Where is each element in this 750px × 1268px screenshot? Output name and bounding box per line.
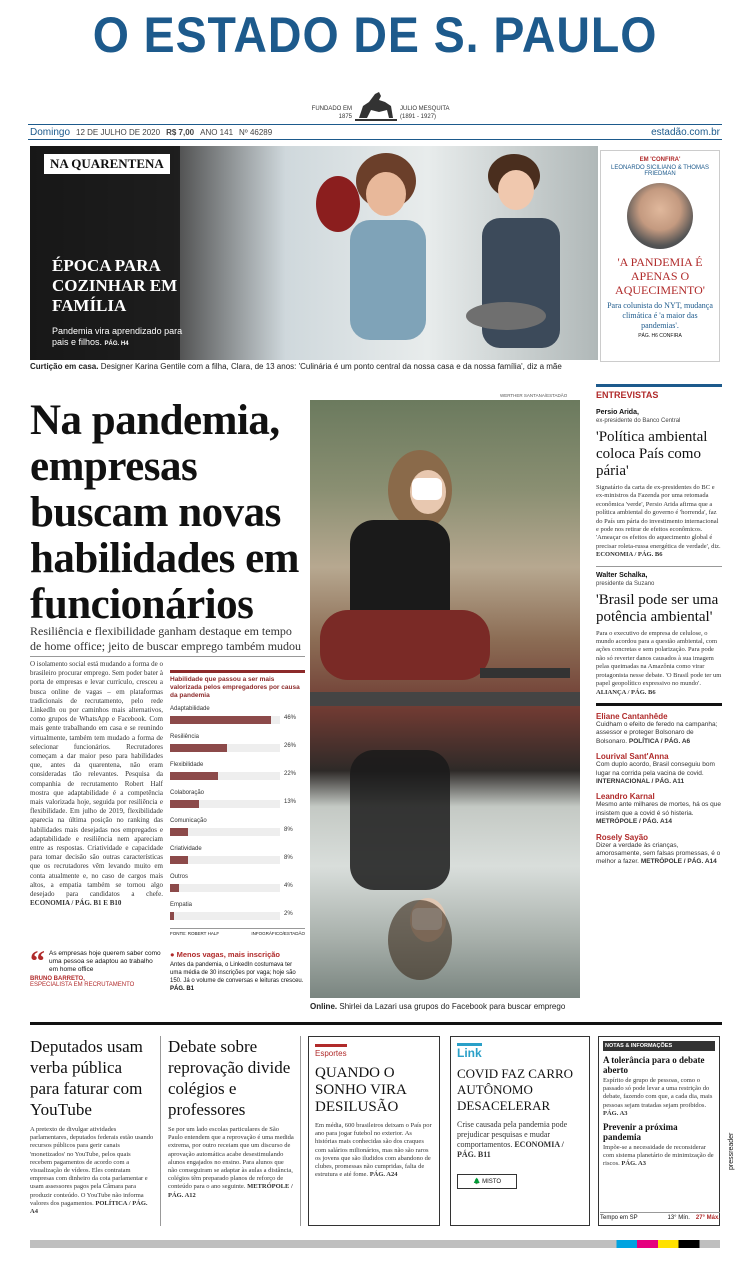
hero-caption: Curtição em casa. Designer Karina Gentile com a filha, Clara, de 13 anos: 'Culinária é um ponto central da nossa casa e da nossa família', diz a mãe [30,362,562,371]
chart-value-label: 46% [284,715,297,721]
interview-arida[interactable]: Persio Arida, ex-presidente do Banco Central 'Política ambiental coloca País como pária' Signatário da carta de ex-presidentes do BC e ex-ministros da Fazenda por uma retomada econômica 'verde', Persio Arida afirma que a política ambiental do governo é 'horrenda', faz do País um pária do investimento internacional e pode nos retirar de efeitos econômicos. 'Ameaçar os efeitos do aquecimento global é precisar roleta-russa energética de verdade', diz. ECONOMIA / PÁG. B6 [596,409,721,559]
col-divider [300,1036,301,1226]
quote-mark-icon: “ [30,945,45,978]
columnist-portrait [627,183,693,249]
chart-category-label: Outros [170,874,189,880]
chart-bar-track [170,800,280,808]
chart-bar [170,912,174,920]
chart-value-label: 26% [284,743,297,749]
expert-quote: “ As empresas hoje querem saber como uma pessoa se adaptou ao trabalho em home office BRUNO BARRETO, ESPECIALISTA EM RECRUTAMENTO [30,945,161,988]
confira-box[interactable]: EM 'CONFIRA' LEONARDO SICILIANO & THOMAS FRIEDMAN 'A PANDEMIA É APENAS O AQUECIMENTO' Para colunista do NYT, mudança climática é 'a maior das pandemias'. PÁG. H6 CONFIRA [600,150,720,362]
note-tolerancia[interactable]: A tolerância para o debate aberto Espírito de grupo de pessoas, como o passado só pode levar a uma restrição do debate, fazendo com que, a cada dia, mais pessoas sejam tratadas sejam proibidos. PÁG. A3 [603,1055,713,1117]
chart-category-label: Comunicação [170,818,207,824]
chart-bar-row [170,706,305,732]
chart-value-label: 22% [284,771,297,777]
price: R$ 7,00 [166,127,195,137]
bullet-icon: ● [170,950,177,959]
chart-bar [170,856,188,864]
edition-year: ANO 141 [200,127,234,137]
chart-category-label: Colaboração [170,790,205,796]
chart-category-label: Resiliência [170,734,200,740]
chart-bar [170,800,199,808]
founder-info: JULIO MESQUITA (1891 - 1927) [400,106,450,120]
skills-chart [170,670,305,942]
hero-kicker: NA QUARENTENA [44,154,170,174]
chart-bar-track [170,716,280,724]
chart-bar-track [170,828,280,836]
horse-rider-logo [355,88,397,124]
brief-title: ● Menos vagas, mais inscrição [170,950,281,959]
interviews-heading: ENTREVISTAS [596,384,722,400]
chart-bar-track [170,856,280,864]
edition-number: Nº 46289 [239,127,273,137]
pressreader-mark: pressreader [728,1132,735,1170]
divider [30,656,305,657]
dateline [28,124,722,140]
chart-bar-track [170,744,280,752]
photo-credit: WERTHER SANTANA/ESTADÃO [500,393,568,398]
masthead-title: O ESTADO DE S. PAULO [92,7,658,63]
weather: Tempo em SP 13° Mín. 27° Máx. [600,1212,720,1221]
main-body: O isolamento social está mudando a forma de o brasileiro procurar emprego. Sem poder bater à porta de empresas e levar currículo, cresceu a busca online de vagas – em plataformas tradicionais de recrutamento, pelo rede LinkedIn ou por caminhos mais alternativos, como grupos de WhatsApp e Facebook. Com mais gente trabalhando em casa e se reunindo virtualmente, também tem mudado a forma de selecionar funcionários. Recrutadores começam a dar maior peso para habilidades que, antes da quarentena, não eram consideradas tão relevantes. Pesquisa da companhia de recrutamento Robert Half mostra que adaptabilidade é a competência mais valorizada hoje, seguida por resiliência e flexibilidade. Em julho de 2019, flexibilidade aparecia na última posição no ranking das habilidades mais desejadas nos empregados e adaptabilidade e resiliência nem apareciam entre as respostas. Criatividade e capacidade para tomar decisão são outras características que os recrutadores vêm levando muito em conta atualmente e, no caso de cargos mais altos, a empatia também se tornou algo desejado para candidatos a chefe. ECONOMIA / PÁG. B1 E B10 [30,660,163,908]
chart-credit: INFOGRÁFICO/ESTADÃO [251,931,305,936]
woman-laptop-illustration [310,400,580,998]
hero-people-illustration [290,146,598,360]
chart-bar-row [170,846,305,872]
columnist-karnal[interactable]: Leandro Karnal Mesmo ante milhares de mortes, há os que insistem que a covid é só histeria. METRÓPOLE / PÁG. A14 [596,792,722,826]
chart-value-label: 4% [284,883,293,889]
chart-bar-track [170,772,280,780]
chart-bar [170,884,179,892]
main-photo [310,400,580,998]
chart-bar [170,828,188,836]
date-full: 12 DE JULHO DE 2020 [76,127,161,137]
columnist-cantanhede[interactable]: Eliane Cantanhêde Cuidham o efeito de feredo na campanha; assessor e proteger Bolsonaro de Bolsonaro. POLÍTICA / PÁG. A6 [596,711,718,745]
chart-bar-track [170,884,280,892]
chart-bar-track [170,912,280,920]
chart-value-label: 13% [284,799,297,805]
tree-icon: 🌲 [472,1179,483,1185]
chart-value-label: 8% [284,855,293,861]
chart-value-label: 8% [284,827,293,833]
columnists-list [596,703,722,867]
chart-bar [170,772,218,780]
chart-bar-row [170,762,305,788]
story-reprovacao[interactable]: Debate sobre reprovação divide colégios e professores Se por um lado escolas particulares de São Paulo entendem que a reprovação é uma medida extrema, por outro receiam que um discurso de aprovação automática acabe desestimulando alunos engajados no ensino. Para alunos que não conseguiram se adaptar às aulas a distância, colégios têm preparado planos de reforço de conteúdo para o ano seguinte. METRÓPOLE / PÁG. A12 [168,1037,294,1199]
brief-box: ● Menos vagas, mais inscrição Antes da pandemia, o LinkedIn costumava ter uma média de 30 inscrições por vaga; hoje são 150. Já o volume de conversas e leituras cresceu. PÁG. B1 [170,950,304,992]
hero-title[interactable]: ÉPOCA PARA COZINHAR EM FAMÍLIA [52,256,178,315]
chart-category-label: Criatividade [170,846,202,852]
main-photo-caption: Online. Shirlei da Lazari usa grupos do Facebook para buscar emprego [310,1002,566,1011]
story-esportes[interactable]: Esportes QUANDO O SONHO VIRA DESILUSÃO Em média, 600 brasileiros deixam o País por ano para jogar futebol no exterior. As histórias mais conhecidas são dos craques com salários milionários, mas não são raros os jovens que são iludidos com abandono de clubes, promessas não cumpridas, falta de estrutura e até fome. PÁG. A24 [308,1036,440,1226]
chart-category-label: Adaptabilidade [170,706,210,712]
chart-bar-row [170,790,305,816]
hero-subtitle: Pandemia vira aprendizado para pais e filhos. PÁG. H4 [52,326,183,347]
fsc-badge: 🌲 MISTO [457,1174,517,1189]
chart-bar-row [170,874,305,900]
columnist-santanna[interactable]: Lourival Sant'Anna Com duplo acordo, Brasil conseguiu bom lugar na corrida pela vacina de covid. INTERNACIONAL / PÁG. A11 [596,752,715,785]
chart-bar-row [170,818,305,844]
chart-value-label: 2% [284,911,293,917]
chart-category-label: Empatia [170,902,193,908]
chart-category-label: Flexibilidade [170,762,204,768]
founded-info: FUNDADO EM 1875 [311,106,352,120]
chart-bar [170,744,227,752]
interview-schalka[interactable]: Walter Schalka, presidente da Suzano 'Brasil pode ser uma potência ambiental' Para o executivo de empresa de celulose, o mundo acordou para a questão ambiental, com ações concretas e sem polarização. Para pode não só reverter danos causados à sua imagem pelas queimadas na Amazônia como virar protagonista nesse debate. 'O Brasil pode ter um papel geopolítico expressivo no mundo'. ALIANÇA / PÁG. B6 [596,566,722,697]
site-link[interactable]: estadão.com.br [651,126,720,138]
date-day: Domingo [30,126,71,138]
notes-box: NOTAS & INFORMAÇÕES A tolerância para o debate aberto Espírito de grupo de pessoas, como o passado só pode levar a uma restrição do debate, fazendo com que, a cada dia, mais pessoas sejam tratadas sejam proibidos. PÁG. A3 Prevenir a próxima pandemia Impõe-se a necessidade de reconsiderar com sistema planetário de minimização de riscos. PÁG. A3 [598,1036,720,1226]
print-color-bar [30,1240,720,1248]
confira-quote: 'A PANDEMIA É APENAS O AQUECIMENTO' [615,255,705,297]
main-subheadline: Resiliência e flexibilidade ganham destaque em tempo de home office; jeito de buscar emprego também mudou [30,624,302,653]
chart-source: FONTE: ROBERT HALF [170,931,220,936]
chart-bar-row [170,734,305,760]
col-divider [160,1036,161,1226]
chart-bar [170,716,271,724]
chart-title: Habilidade que passou a ser mais valorizada pelos empregadores por causa da pandemia [170,670,305,700]
bottom-divider [30,1022,722,1025]
chart-bars [170,706,305,926]
main-headline[interactable]: Na pandemia, empresas buscam novas habilidades em funcionários [30,397,299,628]
chart-bar-row [170,902,305,928]
story-link[interactable]: Link COVID FAZ CARRO AUTÔNOMO DESACELERAR Crise causada pela pandemia pode prejudicar pesquisas e mudar comportamentos. ECONOMIA / PÁG. B11 🌲 MISTO [450,1036,590,1226]
columnist-sayao[interactable]: Rosely Sayão Dizer a verdade às crianças, amorosamente, sem falsas promessas, é o melhor a fazer. METRÓPOLE / PÁG. A14 [596,832,721,866]
story-deputados[interactable]: Deputados usam verba pública para faturar com YouTube A pretexto de divulgar atividades parlamentares, deputados federais estão usando recursos públicos para gerir canais 'monetizados' no YouTube, pelos quais recebem pagamentos de acordo com a visualização de vídeos. Eles contratam empresas com dinheiro da cota parlamentar e usam assessores pagos pela Câmara para produzir conteúdo. O YouTube não informa valores dos pagamentos. POLÍTICA / PÁG. A4 [30,1037,154,1216]
interviews-column [596,384,722,867]
note-pandemia[interactable]: Prevenir a próxima pandemia Impõe-se a necessidade de reconsiderar com sistema planetário de minimização de riscos. PÁG. A3 [603,1122,714,1168]
